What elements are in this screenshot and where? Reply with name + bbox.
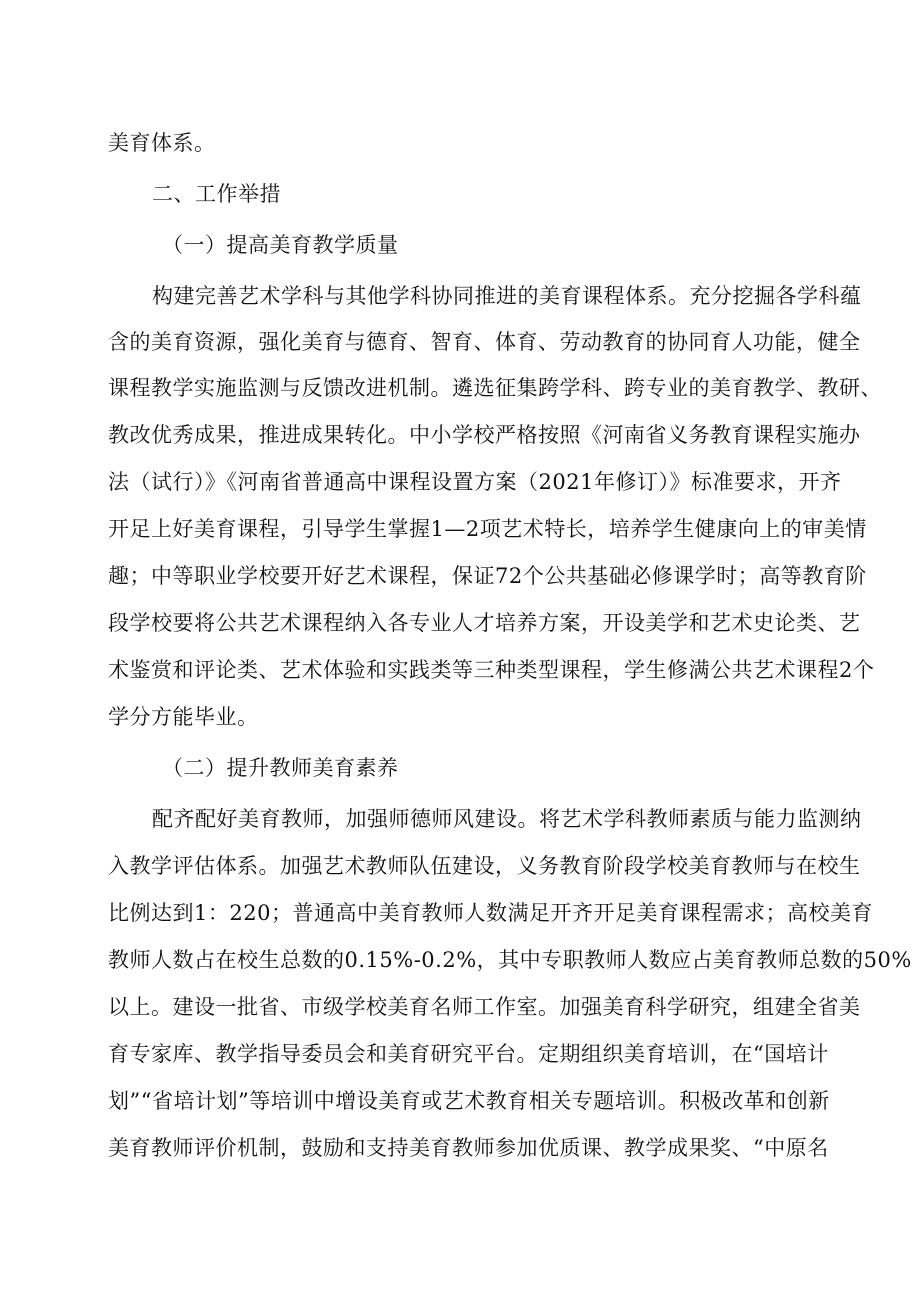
paragraph-line: 育专家库、教学指导委员会和美育研究平台。定期组织美育培训，在“国培计	[108, 1042, 829, 1066]
paragraph-line: 开足上好美育课程，引导学生掌握1—2项艺术特长，培养学生健康向上的审美情	[108, 517, 867, 541]
paragraph-line: 法（试行）》《河南省普通高中课程设置方案（2021年修订）》标准要求，开齐	[108, 470, 842, 494]
paragraph-line: 构建完善艺术学科与其他学科协同推进的美育课程体系。充分挖掘各学科蕴	[152, 284, 862, 308]
paragraph-line: 段学校要将公共艺术课程纳入各专业人才培养方案，开设美学和艺术史论类、艺	[108, 611, 861, 635]
paragraph-line: 课程教学实施监测与反馈改进机制。遴选征集跨学科、跨专业的美育教学、教研、	[108, 376, 882, 400]
paragraph-line: 以上。建设一批省、市级学校美育名师工作室。加强美育科学研究，组建全省美	[108, 995, 861, 1019]
paragraph-line: 比例达到1：220；普通高中美育教师人数满足开齐开足美育课程需求；高校美育	[108, 901, 873, 925]
paragraph-line: 配齐配好美育教师，加强师德师风建设。将艺术学科教师素质与能力监测纳	[152, 807, 862, 831]
paragraph-line: 美育教师评价机制，鼓励和支持美育教师参加优质课、教学成果奖、“中原名	[108, 1136, 829, 1160]
paragraph-line: 含的美育资源，强化美育与德育、智育、体育、劳动教育的协同育人功能，健全	[108, 330, 861, 354]
paragraph-line: 教改优秀成果，推进成果转化。中小学校严格按照《河南省义务教育课程实施办	[108, 423, 861, 447]
paragraph-line: 学分方能毕业。	[108, 705, 259, 729]
paragraph-line: 入教学评估体系。加强艺术教师队伍建设，义务教育阶段学校美育教师与在校生	[108, 854, 861, 878]
paragraph-line: 术鉴赏和评论类、艺术体验和实践类等三种类型课程，学生修满公共艺术课程2个	[108, 658, 875, 682]
subsection-heading: （一）提高美育教学质量	[162, 233, 399, 257]
paragraph-line: 美育体系。	[108, 131, 216, 155]
paragraph-line: 趣；中等职业学校要开好艺术课程，保证72个公共基础必修课学时；高等教育阶	[108, 564, 867, 588]
paragraph-line: 划”“省培计划”等培训中增设美育或艺术教育相关专题培训。积极改革和创新	[108, 1089, 830, 1113]
paragraph-line: 教师人数占在校生总数的0.15%-0.2%，其中专职教师人数应占美育教师总数的50%	[108, 948, 912, 972]
subsection-heading: （二）提升教师美育素养	[162, 756, 399, 780]
section-heading: 二、工作举措	[152, 182, 281, 206]
